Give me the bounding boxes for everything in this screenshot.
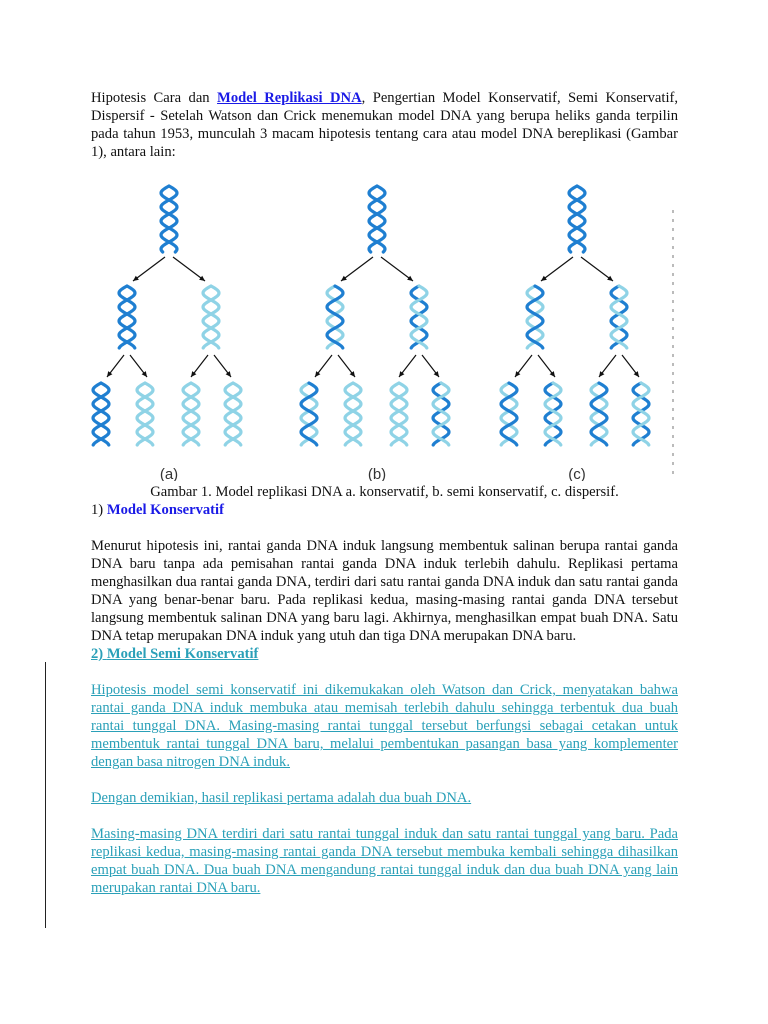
document-page	[91, 89, 678, 897]
panel-b-arrow-left	[341, 257, 373, 281]
panel-a-arrow-left	[133, 257, 165, 281]
panel-a-arrow-right	[173, 257, 205, 281]
section2-number: 2)	[91, 646, 107, 662]
intro-paragraph	[91, 89, 678, 161]
section2-heading[interactable]	[91, 645, 678, 663]
side-strip-credit	[667, 210, 679, 480]
panel-b-arrow-right	[381, 257, 413, 281]
section2-paragraph-3[interactable]: Masing-masing DNA terdiri dari satu rantai tunggal induk dan satu rantai tunggal yang baru. Pada replikasi kedua, masing-masing rantai ganda DNA tersebut membuka kembali sehingga dihasilkan empat buah DNA. Dua buah DNA mengandung rantai tunggal induk dan dua buah DNA yang lain merupakan rantai DNA baru.	[91, 826, 678, 896]
panel-a-label: (a)	[159, 466, 179, 481]
section2-title: Model Semi Konservatif	[106, 646, 259, 662]
margin-rule	[45, 662, 46, 928]
intro-text-start: Hipotesis Cara dan	[91, 90, 218, 106]
replication-figure	[91, 181, 678, 481]
panel-b-label: (b)	[367, 466, 387, 481]
section1-body: Menurut hipotesis ini, rantai ganda DNA induk langsung membentuk salinan berupa rantai ganda DNA baru tanpa ada pemisahan rantai ganda DNA induk terlebih dahulu. Replikasi pertama menghasilkan dua rantai ganda DNA, terdiri dari satu rantai ganda DNA induk dan satu rantai ganda DNA yang benar-benar baru. Pada replikasi kedua, masing-masing rantai ganda DNA tersebut langsung membentuk salinan DNA yang baru lagi. Akhirnya, menghasilkan empat buah DNA. Satu DNA tetap merupakan DNA induk yang utuh dan tiga DNA merupakan DNA baru.	[91, 538, 678, 644]
panel-c-arrow-left	[541, 257, 573, 281]
figure-caption: Gambar 1. Model replikasi DNA a. konservatif, b. semi konservatif, c. dispersif.	[150, 484, 619, 500]
replication-diagram	[91, 181, 678, 481]
section2-paragraph-2[interactable]: Dengan demikian, hasil replikasi pertama adalah dua buah DNA.	[91, 790, 472, 806]
panel-c-label: (c)	[568, 466, 586, 481]
panel-c-arrow-right	[581, 257, 613, 281]
section1-heading	[91, 501, 678, 519]
model-replikasi-link[interactable]: Model Replikasi DNA	[217, 90, 362, 106]
intro-text-end: , Pengertian Model Konservatif, Semi Konservatif, Dispersif - Setelah Watson dan Crick menemukan model DNA yang berupa heliks ganda terpilin pada tahun 1953, munculah 3 macam hipotesis tentang cara atau model DNA bereplikasi (Gambar 1), antara lain:	[91, 90, 679, 160]
section1-number: 1)	[91, 502, 107, 518]
section2-paragraph-1[interactable]: Hipotesis model semi konservatif ini dikemukakan oleh Watson dan Crick, menyatakan bahwa rantai ganda DNA induk membuka atau memisah terlebih dahulu sehingga terbentuk dua buah rantai tunggal DNA. Masing-masing rantai tunggal tersebut berfungsi sebagai cetakan untuk membentuk rantai tunggal DNA baru, melalui pembentukan pasangan basa yang komplementer dengan basa nitrogen DNA induk.	[91, 682, 678, 770]
section1-title: Model Konservatif	[106, 502, 224, 518]
